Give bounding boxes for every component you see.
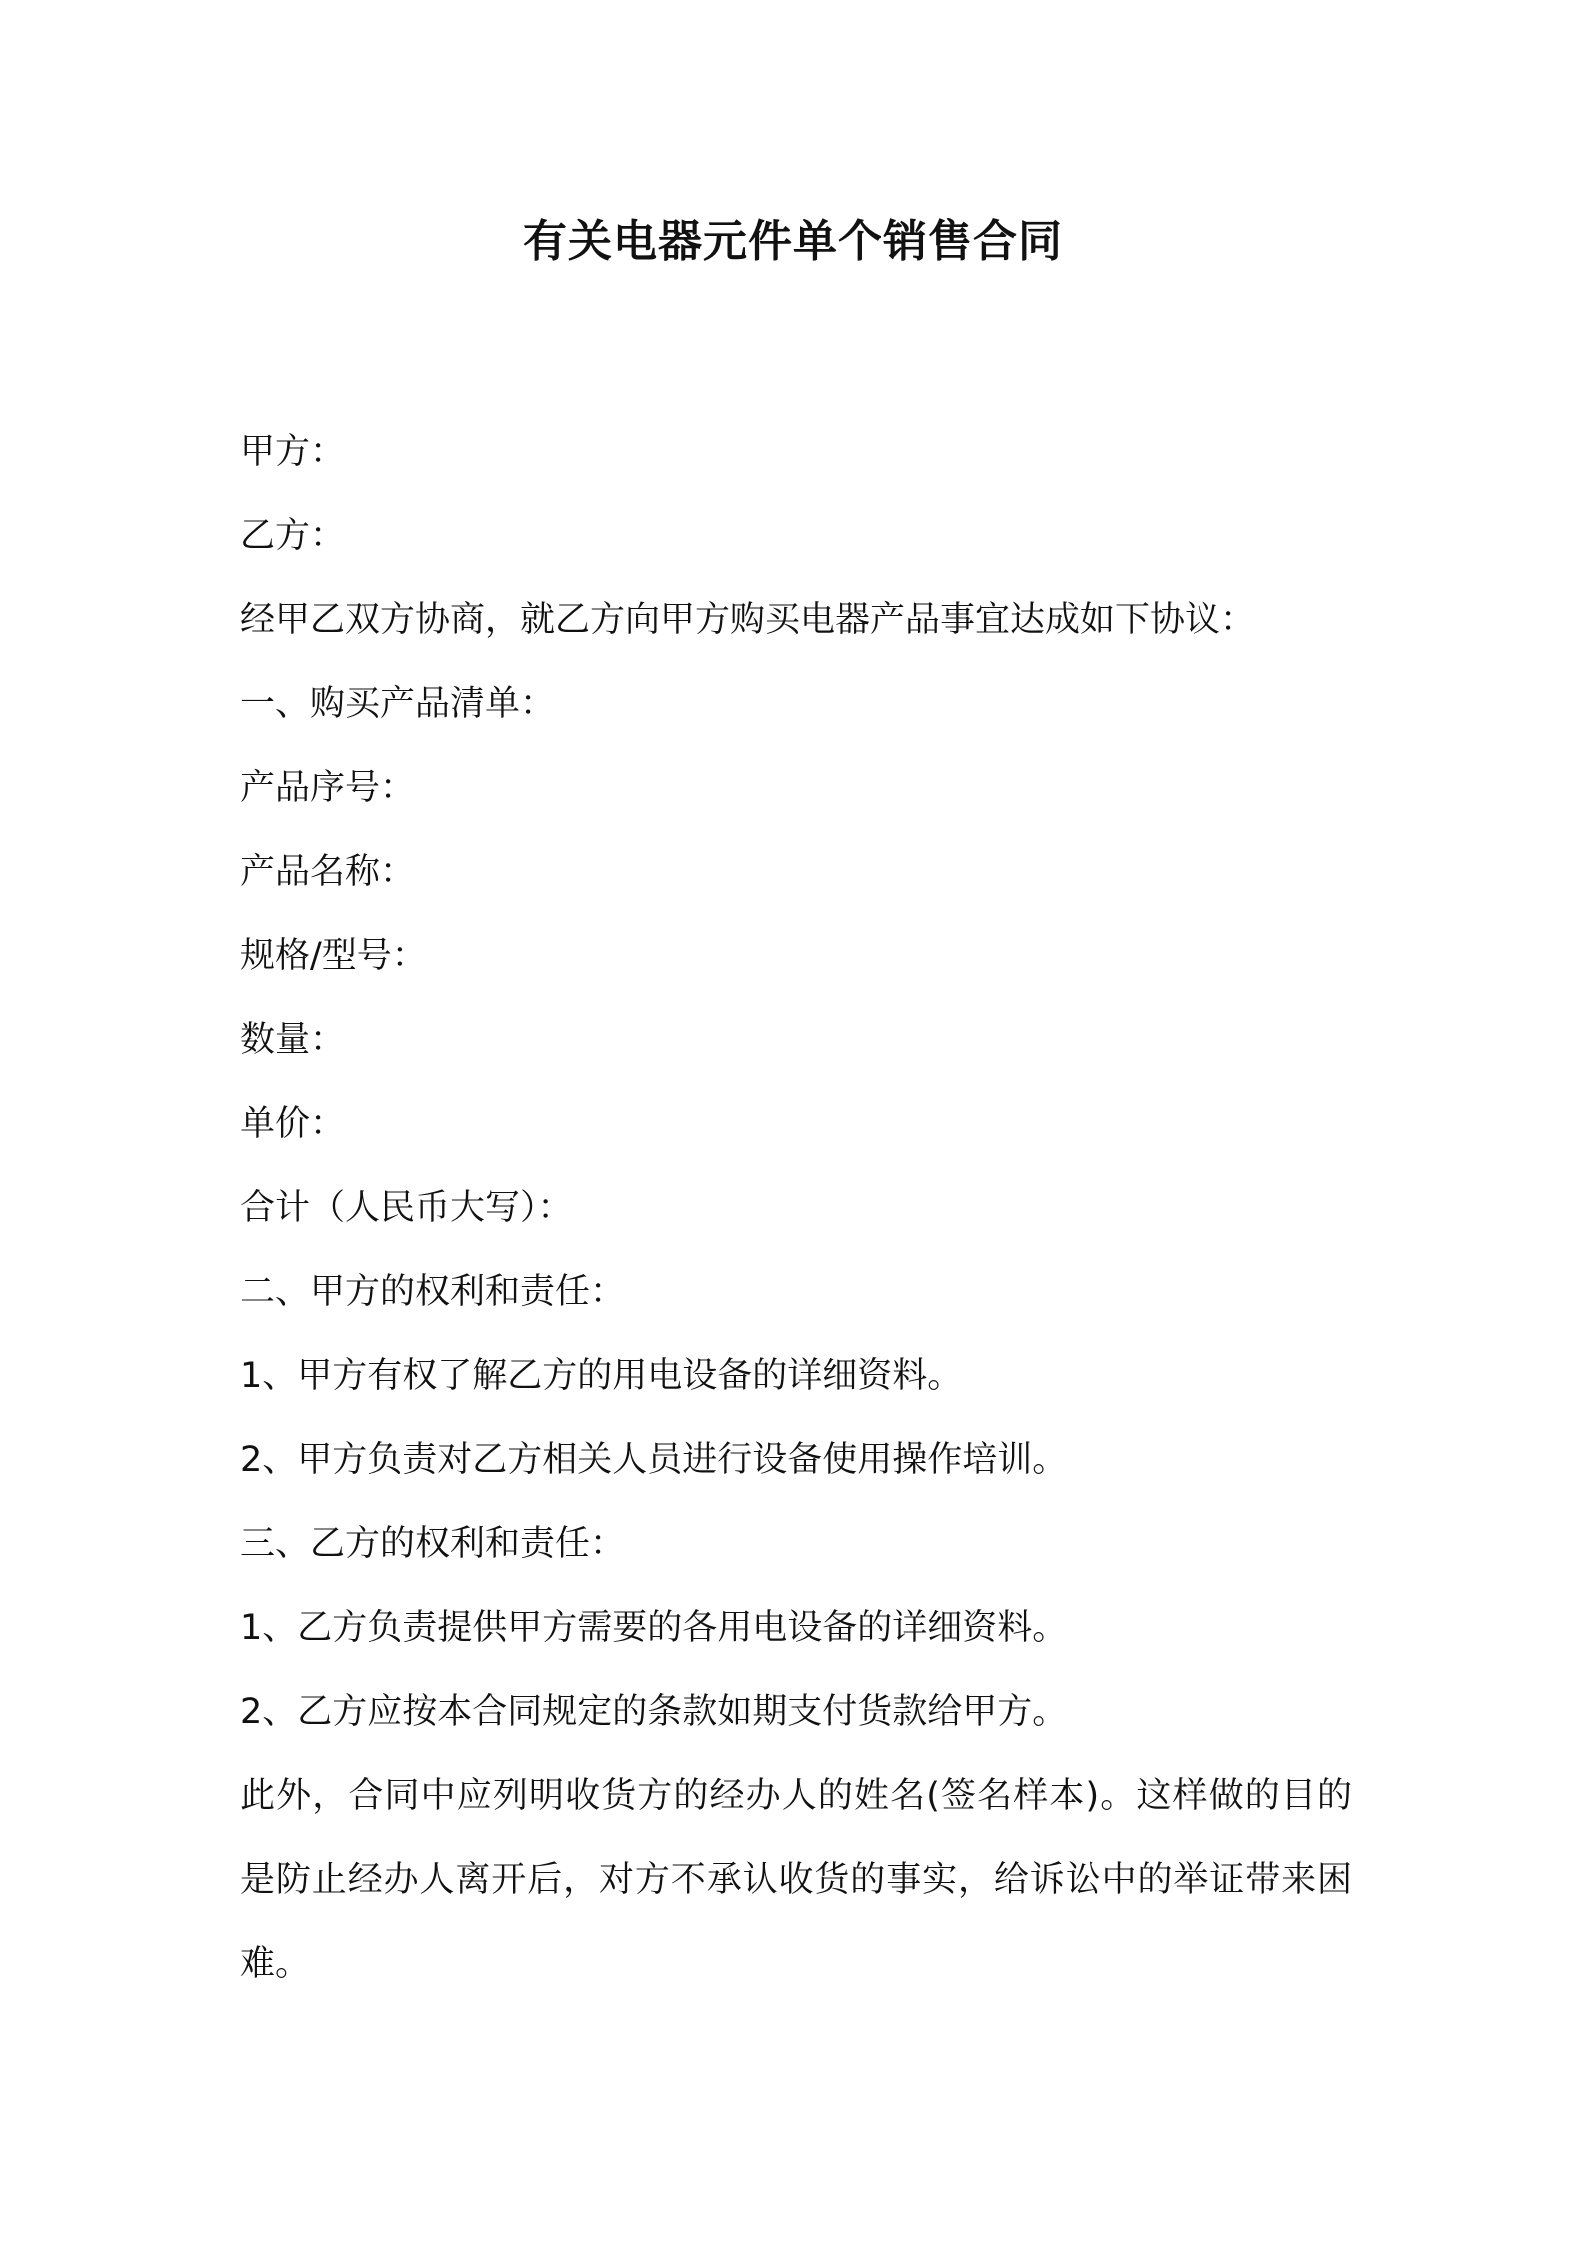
product-number-line: 产品序号： (240, 768, 416, 808)
document-title: 有关电器元件单个销售合同 (523, 216, 1063, 267)
quantity-line: 数量： (240, 1020, 346, 1060)
section-3-item-1: 1、乙方负责提供甲方需要的各用电设备的详细资料。 (240, 1608, 1068, 1648)
agreement-intro: 经甲乙双方协商，就乙方向甲方购买电器产品事宜达成如下协议： (240, 600, 1256, 640)
total-line: 合计（人民币大写）： (240, 1188, 573, 1228)
document-body (240, 410, 1352, 2006)
product-name-line: 产品名称： (240, 852, 416, 892)
spec-model-line: 规格/型号： (240, 936, 427, 976)
section-1-heading: 一、购买产品清单： (240, 684, 556, 724)
party-a-line: 甲方： (240, 432, 346, 472)
section-3-item-2: 2、乙方应按本合同规定的条款如期支付货款给甲方。 (240, 1692, 1068, 1732)
party-b-line: 乙方： (240, 516, 346, 556)
section-3-heading: 三、乙方的权利和责任： (240, 1524, 626, 1564)
closing-paragraph: 此外，合同中应列明收货方的经办人的姓名(签名样本)。这样做的目的是防止经办人离开后，对方不承认收货的事实，给诉讼中的举证带来困难。 (240, 1776, 1352, 1984)
unit-price-line: 单价： (240, 1104, 346, 1144)
section-2-item-2: 2、甲方负责对乙方相关人员进行设备使用操作培训。 (240, 1440, 1068, 1480)
section-2-heading: 二、甲方的权利和责任： (240, 1272, 626, 1312)
section-2-item-1: 1、甲方有权了解乙方的用电设备的详细资料。 (240, 1356, 963, 1396)
